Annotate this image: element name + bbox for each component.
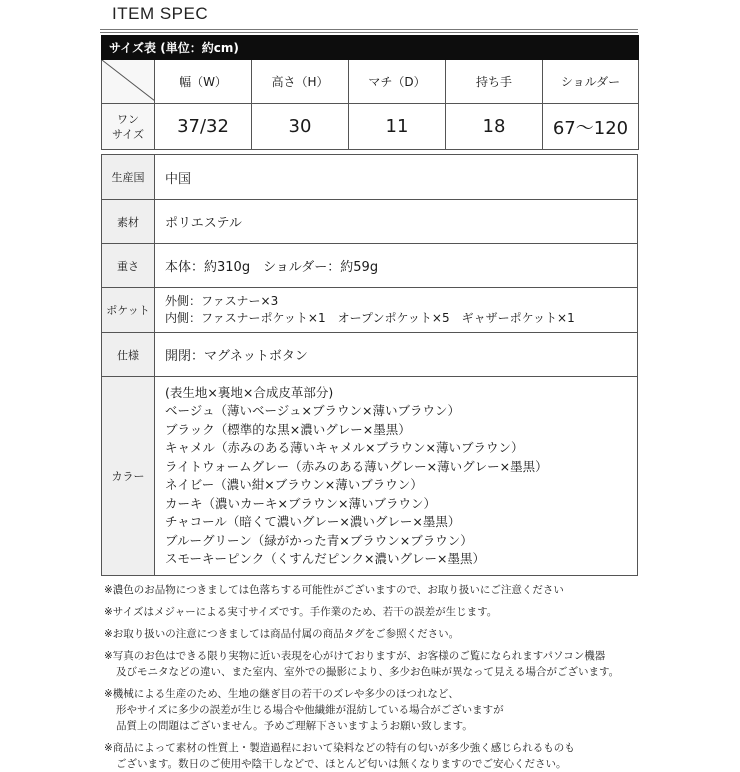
spec-label: 仕様: [102, 333, 155, 377]
material-label: 素材: [102, 200, 155, 244]
weight-label: 重さ: [102, 244, 155, 288]
color-label: カラー: [102, 377, 155, 576]
value-width: 37/32: [155, 104, 252, 150]
spec-value: 開閉：マグネットボタン: [155, 333, 638, 377]
column-header-handle: 持ち手: [446, 60, 543, 104]
note-line: 形やサイズに多少の誤差が生じる場合や他繊維が混紡している場合がございますが: [116, 704, 504, 716]
color-item: ネイビー（濃い紺×ブラウン×薄いブラウン）: [165, 477, 423, 492]
item-spec-title: ITEM SPEC: [112, 4, 209, 23]
row-label-one-size: [102, 104, 155, 150]
origin-value: 中国: [155, 155, 638, 200]
material-value: ポリエステル: [155, 200, 638, 244]
title-divider: [100, 29, 638, 33]
size-table: [101, 35, 639, 150]
note-line: 品質上の問題はございません。予めご理解下さいますようお願い致します。: [116, 720, 473, 732]
value-height: 30: [252, 104, 349, 150]
color-item: キャメル（赤みのある薄いキャメル×ブラウン×薄いブラウン）: [165, 440, 524, 455]
note-line: ※商品によって素材の性質上・製造過程において染料などの特有の匂いが多少強く感じられるものも: [104, 742, 575, 754]
note-line: ※お取り扱いの注意につきましては商品付属の商品タグをご参照ください。: [104, 628, 460, 640]
column-header-shoulder: ショルダー: [543, 60, 639, 104]
notes-section: [104, 582, 644, 772]
note-line: ※写真のお色はできる限り実物に近い表現を心がけておりますが、お客様のご覧になられますパソコン機器: [104, 650, 606, 662]
color-list: [155, 377, 638, 576]
color-list-header: (表生地×裏地×合成皮革部分): [165, 384, 334, 400]
weight-value: 本体：約310g ショルダー：約59g: [155, 244, 638, 288]
note-machine-production: [104, 686, 644, 734]
corner-cell: [102, 60, 155, 104]
origin-label: 生産国: [102, 155, 155, 200]
color-item: ブルーグリーン（緑がかった青×ブラウン×ブラウン）: [165, 532, 473, 548]
note-odor: [104, 740, 644, 772]
note-photo-color: [104, 648, 644, 680]
value-shoulder: 67〜120: [543, 104, 639, 150]
note-line: ございます。数日のご使用や陰干しなどで、ほとんど匂いは無くなりますのでご安心ください。: [116, 758, 567, 770]
color-item: カーキ（濃いカーキ×ブラウン×薄いブラウン）: [165, 495, 436, 511]
detail-table: [101, 154, 638, 576]
pocket-label: ポケット: [102, 288, 155, 333]
note-line: ※機械による生産のため、生地の継ぎ目の若干のズレや多少のほつれなど、: [104, 688, 459, 700]
color-item: ブラック（標準的な黒×濃いグレー×墨黒）: [165, 421, 411, 437]
color-item: ベージュ（薄いベージュ×ブラウン×薄いブラウン）: [165, 403, 460, 418]
note-line: 及びモニタなどの違い、また室内、室外での撮影により、多少お色味が異なって見える場合がございます。: [116, 666, 620, 678]
note-color-fading: [104, 582, 644, 598]
diagonal-line: [102, 60, 155, 101]
row-label-line1: ワン: [117, 112, 139, 126]
color-item: ライトウォームグレー（赤みのある薄いグレー×薄いグレー×墨黒）: [165, 458, 548, 474]
note-line: ※濃色のお品物につきましては色落ちする可能性がございますので、お取り扱いにご注意ください: [104, 584, 564, 596]
column-header-width: 幅（W）: [155, 60, 252, 104]
column-header-height: 高さ（H）: [252, 60, 349, 104]
pocket-inner: 内側：ファスナーポケット×1 オープンポケット×5 ギャザーポケット×1: [165, 311, 575, 325]
pocket-outer: 外側：ファスナー×3: [165, 294, 279, 308]
value-handle: 18: [446, 104, 543, 150]
note-care-tag: [104, 626, 644, 642]
row-label-line2: サイズ: [111, 127, 145, 141]
note-size-measure: [104, 604, 644, 620]
color-item: チャコール（暗くて濃いグレー×濃いグレー×墨黒）: [165, 514, 461, 529]
note-line: ※サイズはメジャーによる実寸サイズです。手作業のため、若干の誤差が生じます。: [104, 606, 498, 618]
color-item: スモーキーピンク（くすんだピンク×濃いグレー×墨黒）: [165, 551, 485, 566]
value-depth: 11: [349, 104, 446, 150]
column-header-depth: マチ（D）: [349, 60, 446, 104]
pocket-value: [155, 288, 638, 333]
size-table-caption: サイズ表 (単位：約cm): [102, 36, 639, 60]
